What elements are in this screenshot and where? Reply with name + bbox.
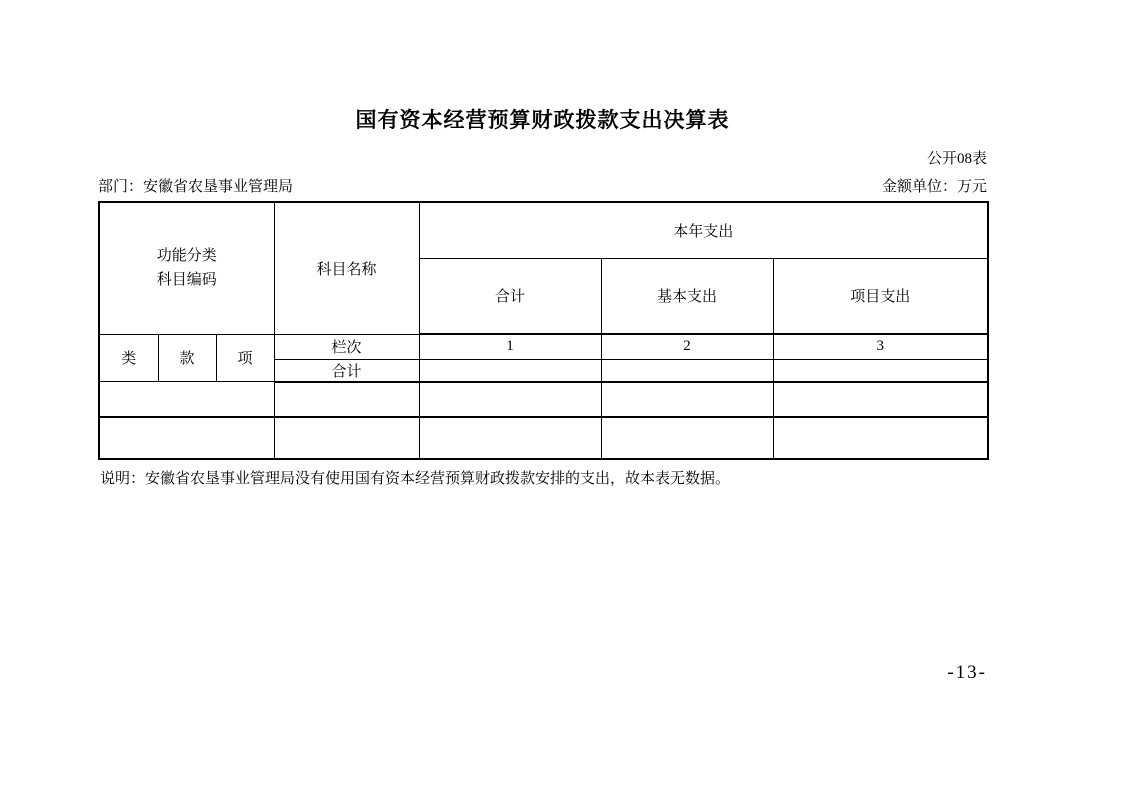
func-code-line1: 功能分类 [156, 248, 217, 265]
cell-rank-label: 栏次 [274, 334, 419, 359]
total-row-project [773, 359, 988, 382]
cell-col-number-1: 1 [419, 334, 601, 359]
cell-col-number-3: 3 [773, 334, 988, 359]
row-total-cell [419, 417, 601, 459]
header-cell-basic: 基本支出 [601, 258, 773, 334]
rank-row [99, 334, 988, 359]
row-code-cell [99, 417, 274, 459]
row-project-cell [773, 382, 988, 417]
header-cell-func-code [99, 202, 274, 334]
row-name-cell [274, 382, 419, 417]
cell-item: 项 [216, 334, 274, 382]
row-code-cell [99, 382, 274, 417]
func-code-line2: 科目编码 [156, 272, 217, 289]
total-row-label: 合计 [274, 359, 419, 382]
meta-line [98, 175, 987, 196]
table-row [99, 382, 988, 417]
expenditure-table [98, 201, 989, 460]
department-label: 部门：安徽省农垦事业管理局 [98, 179, 294, 195]
row-name-cell [274, 417, 419, 459]
page-title: 国有资本经营预算财政拨款支出决算表 [355, 109, 730, 132]
explanatory-note: 说明：安徽省农垦事业管理局没有使用国有资本经营预算财政拨款安排的支出，故本表无数据。 [100, 471, 731, 487]
row-basic-cell [601, 417, 773, 459]
total-row-basic [601, 359, 773, 382]
total-row-total [419, 359, 601, 382]
cell-class: 类 [99, 334, 158, 382]
page-number: -13- [947, 662, 987, 683]
table-header-row-1 [99, 202, 988, 258]
cell-col-number-2: 2 [601, 334, 773, 359]
header-cell-total: 合计 [419, 258, 601, 334]
row-basic-cell [601, 382, 773, 417]
table-code-label: 公开08表 [926, 151, 987, 167]
header-cell-current-year: 本年支出 [419, 202, 988, 258]
amount-unit-label: 金额单位：万元 [881, 179, 987, 195]
cell-section: 款 [158, 334, 216, 382]
row-project-cell [773, 417, 988, 459]
header-cell-project: 项目支出 [773, 258, 988, 334]
table-row [99, 417, 988, 459]
row-total-cell [419, 382, 601, 417]
header-cell-subject-name: 科目名称 [274, 202, 419, 334]
